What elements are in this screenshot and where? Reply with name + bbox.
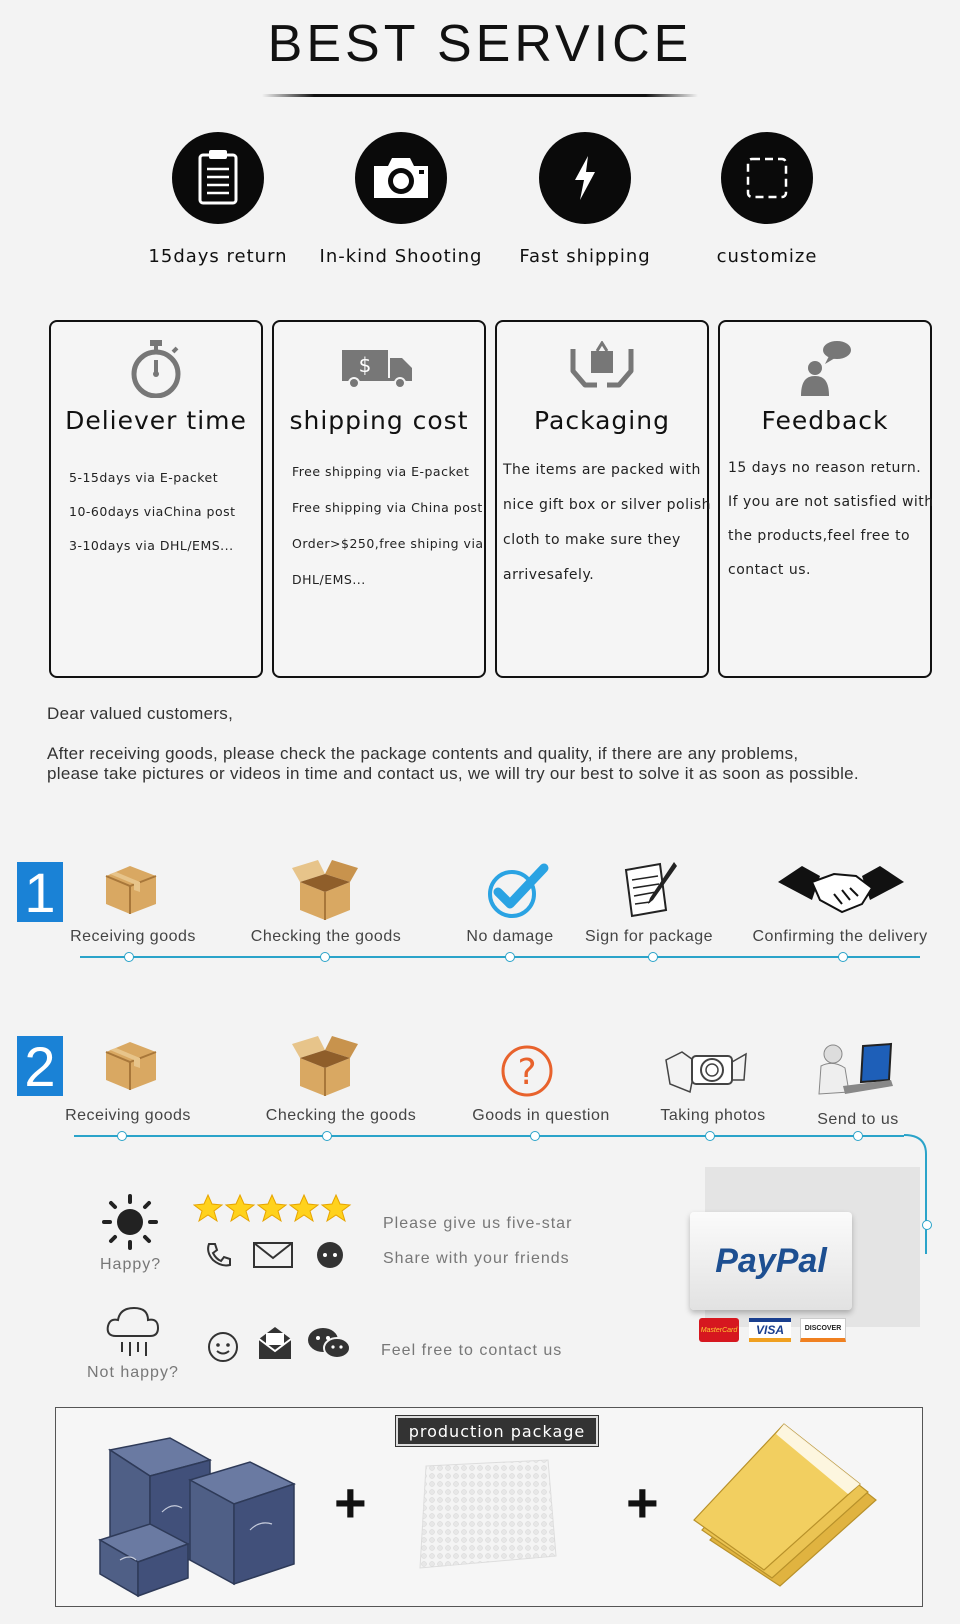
- box-title: Packaging: [534, 406, 670, 435]
- feature-box-shipping: [272, 320, 486, 678]
- step-label: Checking the goods: [265, 1107, 417, 1124]
- box-line: Order>$250,free shiping via: [292, 536, 484, 551]
- gift-boxes-image: [90, 1420, 310, 1604]
- paypal-card: [690, 1212, 852, 1310]
- box-line: nice gift box or silver polish: [503, 497, 712, 513]
- timeline-dot: [838, 952, 848, 962]
- timeline: [74, 1135, 904, 1137]
- mail-open-icon: [256, 1323, 294, 1365]
- service-shooting: [355, 132, 447, 224]
- timeline-dot: [124, 952, 134, 962]
- step-label: Goods in question: [472, 1107, 610, 1124]
- five-star-rating: [193, 1193, 353, 1227]
- package-hands-icon: [497, 336, 707, 400]
- plus-sign: +: [334, 1471, 367, 1534]
- service-label: 15days return: [148, 246, 288, 267]
- service-label: Fast shipping: [519, 246, 651, 267]
- person-laptop-icon: [815, 1040, 895, 1106]
- feature-box-packaging: [495, 320, 712, 678]
- greeting-text: Dear valued customers,: [47, 704, 234, 723]
- box-line: Free shipping via E-packet: [292, 464, 470, 479]
- step-label: Sign for package: [584, 928, 714, 945]
- service-customize: [721, 132, 813, 224]
- box-line: DHL/EMS...: [292, 572, 366, 587]
- box-line: If you are not satisfied with: [728, 494, 934, 510]
- box-line: arrivesafely.: [503, 567, 595, 583]
- box-line: The items are packed with: [503, 462, 701, 478]
- sun-icon: [98, 1192, 162, 1256]
- bubble-bag-image: [412, 1456, 562, 1576]
- step-number: 2: [17, 1036, 63, 1096]
- feature-box-feedback: [718, 320, 932, 678]
- box-line: 5-15days via E-packet: [69, 470, 219, 485]
- timeline-dot: [530, 1131, 540, 1141]
- title-divider: [262, 94, 698, 97]
- bubble-envelope-image: [680, 1420, 880, 1594]
- contact-line: Feel free to contact us: [381, 1342, 563, 1359]
- mastercard-logo: MasterCard: [699, 1318, 739, 1342]
- box-title: shipping cost: [289, 406, 469, 435]
- service-fast-shipping: [539, 132, 631, 224]
- question-mark-icon: [500, 1044, 554, 1102]
- open-box-icon: [290, 856, 360, 926]
- lightning-icon: [539, 132, 631, 224]
- happy-line: Please give us five-star: [383, 1215, 573, 1232]
- parcel-box-icon: [100, 1034, 162, 1098]
- open-box-icon: [290, 1032, 360, 1102]
- happy-line: Share with your friends: [383, 1250, 570, 1267]
- checkmark-icon: [482, 862, 552, 924]
- box-line: Free shipping via China post: [292, 500, 483, 515]
- service-label: customize: [716, 246, 818, 267]
- package-label: production package: [396, 1416, 598, 1446]
- box-line: 15 days no reason return.: [728, 460, 922, 476]
- svg-text:?: ?: [517, 1052, 537, 1093]
- message-line: please take pictures or videos in time and contact us, we will try our best to solve it as soon as possible.: [47, 764, 859, 783]
- visa-logo: VISA: [749, 1318, 791, 1342]
- chat-bubble-icon: [315, 1240, 345, 1274]
- timeline-dot: [648, 952, 658, 962]
- step-label: Taking photos: [660, 1107, 766, 1124]
- step-label: Receiving goods: [65, 1107, 191, 1124]
- service-label: In-kind Shooting: [319, 246, 483, 267]
- step-label: Receiving goods: [70, 928, 196, 945]
- timeline-dot: [922, 1220, 932, 1230]
- timeline-dot: [322, 1131, 332, 1141]
- box-title: Deliever time: [65, 406, 247, 435]
- box-line: 10-60days viaChina post: [69, 504, 236, 519]
- step-label: No damage: [466, 928, 554, 945]
- timeline-dot: [505, 952, 515, 962]
- message-line: After receiving goods, please check the package contents and quality, if there are any problems,: [47, 744, 799, 763]
- step-label: Checking the goods: [250, 928, 402, 945]
- feature-box-delivery: [49, 320, 263, 678]
- happy-label: Happy?: [100, 1256, 162, 1273]
- page-title: BEST SERVICE: [267, 15, 693, 73]
- handshake-icon: [776, 860, 906, 920]
- envelope-icon: [252, 1240, 294, 1274]
- discover-logo: DISCOVER: [800, 1318, 846, 1342]
- step-number: 1: [17, 862, 63, 922]
- timeline-dot: [320, 952, 330, 962]
- plus-sign: +: [626, 1471, 659, 1534]
- photographer-icon: [662, 1040, 748, 1102]
- box-line: cloth to make sure they: [503, 532, 681, 548]
- timeline-dot: [853, 1131, 863, 1141]
- camera-icon: [355, 132, 447, 224]
- not-happy-label: Not happy?: [87, 1364, 179, 1381]
- svg-text:$: $: [358, 353, 372, 377]
- box-line: the products,feel free to: [728, 528, 911, 544]
- timeline-dot: [705, 1131, 715, 1141]
- parcel-box-icon: [100, 858, 162, 922]
- smiley-icon: [207, 1331, 239, 1367]
- step-label: Send to us: [817, 1111, 899, 1128]
- wechat-icon: [306, 1326, 352, 1366]
- person-speech-icon: [720, 336, 930, 400]
- box-title: Feedback: [761, 406, 889, 435]
- delivery-truck-icon: [274, 336, 484, 400]
- box-line: 3-10days via DHL/EMS...: [69, 538, 234, 553]
- service-return: [172, 132, 264, 224]
- timeline: [80, 956, 920, 958]
- phone-icon: [203, 1240, 233, 1274]
- star-icon: [193, 1193, 353, 1223]
- clipboard-icon: [172, 132, 264, 224]
- stopwatch-icon: [51, 336, 261, 400]
- sign-document-icon: [620, 858, 680, 922]
- customize-frame-icon: [721, 132, 813, 224]
- timeline-dot: [117, 1131, 127, 1141]
- rain-cloud-icon: [104, 1302, 162, 1362]
- box-line: contact us.: [728, 562, 811, 578]
- paypal-logo: PayPal: [715, 1241, 827, 1280]
- step-label: Confirming the delivery: [752, 928, 928, 945]
